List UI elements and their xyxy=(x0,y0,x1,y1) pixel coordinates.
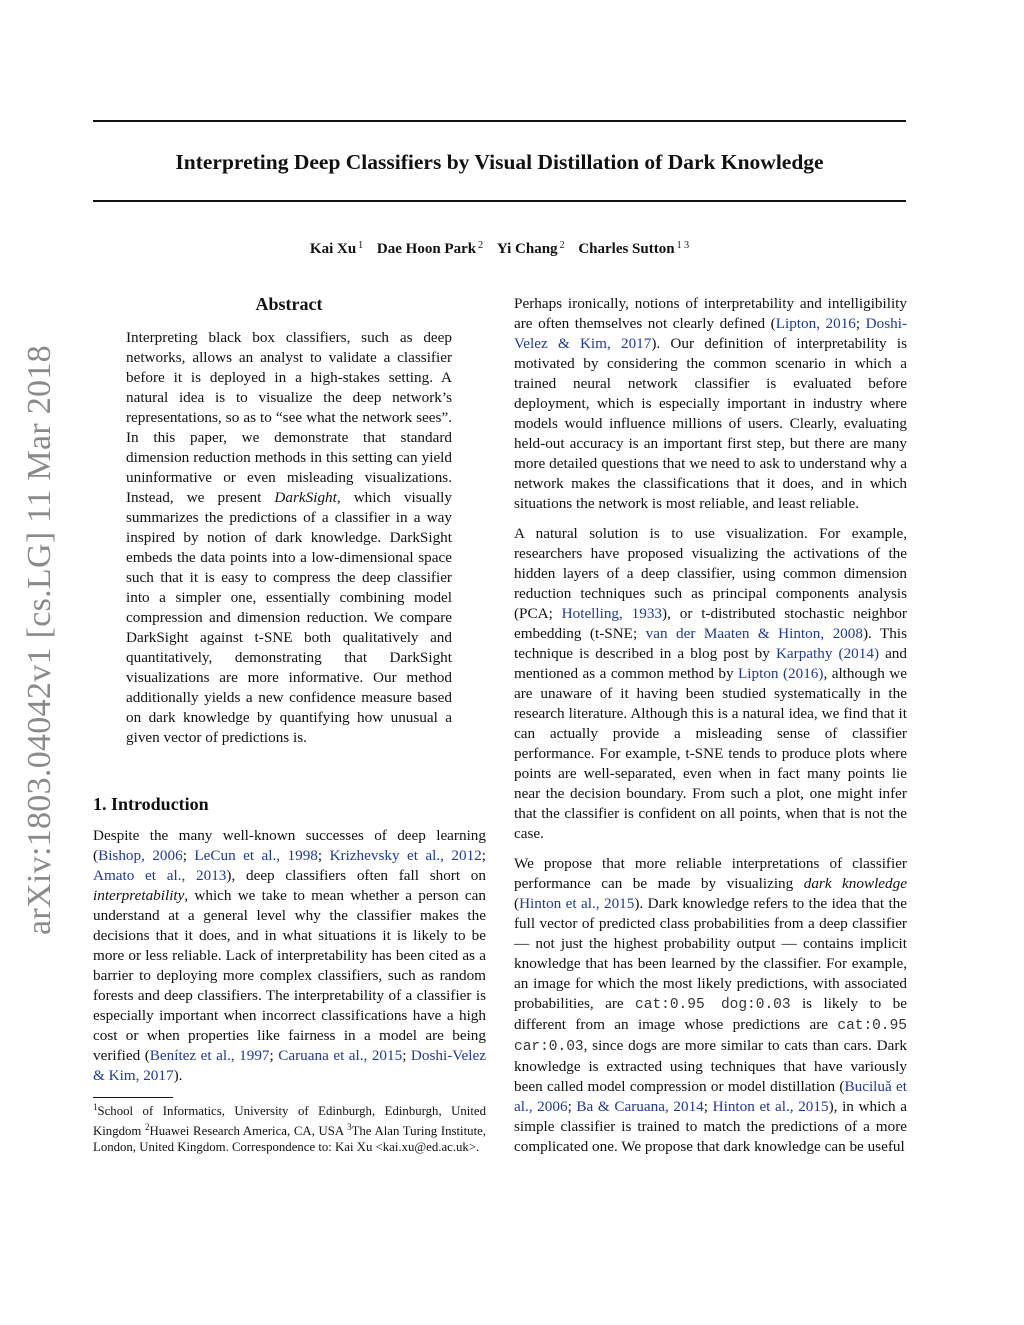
paragraph: Perhaps ironically, notions of interpretability and intelligibility are often themselves not clearly defined (Lipton, 2016; Doshi-Velez & Kim, 2017). Our definition of interpretability is motivated by considering the common scenario in which a trained neural network classifier is evaluated before deployment, which is especially important in industry where models would influence millions of users. Clearly, evaluating held-out accuracy is an important first step, but there are many more detailed questions that we need to ask to understand why a network makes the classifications that it does, and in which situations the network is most reliable, and least reliable. xyxy=(514,295,907,512)
citation-link[interactable]: LeCun et al., 1998 xyxy=(194,847,318,864)
citation-link[interactable]: Bishop, 2006 xyxy=(98,847,183,864)
author: Yi Chang $^2$ xyxy=(496,240,565,257)
section-heading-introduction: 1. Introduction xyxy=(93,794,209,814)
citation-link[interactable]: Hinton et al., 2015 xyxy=(519,895,635,912)
title-bottom-rule xyxy=(93,200,906,202)
arxiv-identifier: arXiv:1803.04042v1 [cs.LG] 11 Mar 2018 xyxy=(21,345,58,935)
citation-link[interactable]: Caruana et al., 2015 xyxy=(278,1047,403,1064)
citation-link[interactable]: Amato et al., 2013 xyxy=(93,867,227,884)
code-snippet: cat:0.95 dog:0.03 xyxy=(635,997,791,1013)
citation-link[interactable]: Karpathy (2014) xyxy=(775,645,879,662)
citation-link[interactable]: Ba & Caruana, 2014 xyxy=(576,1098,704,1115)
citation-link[interactable]: Buciluǎ et al., 2006 xyxy=(514,1078,907,1115)
citation-link[interactable]: Lipton, 2016 xyxy=(775,315,856,332)
paper-title: Interpreting Deep Classifiers by Visual Distillation of Dark Knowledge xyxy=(175,150,824,174)
code-snippet: cat:0.95 car:0.03 xyxy=(514,1018,907,1055)
author: Dae Hoon Park $^2$ xyxy=(376,240,484,257)
citation-link[interactable]: Benítez et al., 1997 xyxy=(149,1047,270,1064)
right-column xyxy=(514,294,907,1157)
intro-paragraph: Despite the many well-known successes of deep learning (Bishop, 2006; LeCun et al., 1998; Krizhevsky et al., 2012; Amato et al., 2013), deep classifiers often fall short on interpretability, which we take to mean whether a person can understand at a general level why the classifier makes the decisions that it does, and in what situations it is likely to be more or less reliable. Lack of interpretability has been cited as a barrier to deploying more complex classifiers, such as random forests and deep classifiers. The interpretability of a classifier is especially important when incorrect classifications have a high cost or when properties like fairness in a model are being verified (Benítez et al., 1997; Caruana et al., 2015; Doshi-Velez & Kim, 2017). xyxy=(93,827,486,1084)
author-list xyxy=(93,236,906,259)
paragraph: A natural solution is to use visualization. For example, researchers have proposed visualizing the activations of the hidden layers of a deep classifier, using common dimension reduction techniques such as principal components analysis (PCA; Hotelling, 1933), or t-distributed stochastic neighbor embedding (t-SNE; van der Maaten & Hinton, 2008). This technique is described in a blog post by Karpathy (2014) and mentioned as a common method by Lipton (2016), although we are unaware of it having been studied systematically in the research literature. Although this is a natural idea, we find that it can actually provide a misleading sense of classifier performance. For example, t-SNE tends to produce plots where points are well-separated, even when in fact many points lie near the decision boundary. From such a plot, one might infer that the classifier is confident on all points, when that is not the case. xyxy=(514,525,907,842)
abstract-heading: Abstract xyxy=(255,294,323,314)
title-top-rule xyxy=(93,120,906,122)
author: Kai Xu $^1$ xyxy=(309,240,364,257)
citation-link[interactable]: Hinton et al., 2015 xyxy=(712,1098,829,1115)
author: Charles Sutton $^{1 3}$ xyxy=(578,240,690,257)
citation-link[interactable]: Hotelling, 1933 xyxy=(561,605,663,622)
footnote-rule xyxy=(93,1097,173,1098)
paragraph: We propose that more reliable interpretations of classifier performance can be made by visualizing dark knowledge (Hinton et al., 2015). Dark knowledge refers to the idea that the full vector of predicted class probabilities from a deep classifier — not just the highest probability output — contains implicit knowledge that has been learned by the classifier. For example, an image for which the most likely predictions, with associated probabilities, are cat:0.95 dog:0.03 is likely to be different from an image whose predictions are cat:0.95 car:0.03, since dogs are more similar to cats than cars. Dark knowledge is extracted using techniques that have variously been called model compression or model distillation (Buciluǎ et al., 2006; Ba & Caruana, 2014; Hinton et al., 2015), in which a simple classifier is trained to match the predictions of a more complicated one. We propose that dark knowledge can be useful xyxy=(514,855,907,1155)
abstract-body: Interpreting black box classifiers, such as deep networks, allows an analyst to validate a classifier before it is deployed in a high-stakes setting. A natural idea is to visualize the deep network’s representations, so as to “see what the network sees”. In this paper, we demonstrate that standard dimension reduction methods in this setting can yield uninformative or even misleading visualizations. Instead, we present DarkSight, which visually summarizes the predictions of a classifier in a way inspired by notion of dark knowledge. DarkSight embeds the data points into a low-dimensional space such that it is easy to compress the deep classifier into a simpler one, essentially combining model compression and dimension reduction. We compare DarkSight against t-SNE both qualitatively and quantitatively, demonstrating that DarkSight visualizations are more informative. Our method additionally yields a new confidence measure based on dark knowledge by quantifying how unusual a given vector of predictions is. xyxy=(126,329,452,746)
citation-link[interactable]: Doshi-Velez & Kim, 2017 xyxy=(514,315,907,352)
citation-link[interactable]: Krizhevsky et al., 2012 xyxy=(329,847,482,864)
citation-link[interactable]: van der Maaten & Hinton, 2008 xyxy=(645,625,863,642)
citation-link[interactable]: Lipton (2016) xyxy=(738,665,824,682)
affiliation-footnote: $^1$School of Informatics, University of Edinburgh, Edinburgh, United Kingdom $^2$Huawei Research America, CA, USA $^3$The Alan Turing Institute, London, United Kingdom. Correspondence to: Kai Xu <kai.xu@ed.ac.uk>. xyxy=(93,1102,487,1154)
citation-link[interactable]: Doshi-Velez & Kim, 2017 xyxy=(93,1047,486,1084)
